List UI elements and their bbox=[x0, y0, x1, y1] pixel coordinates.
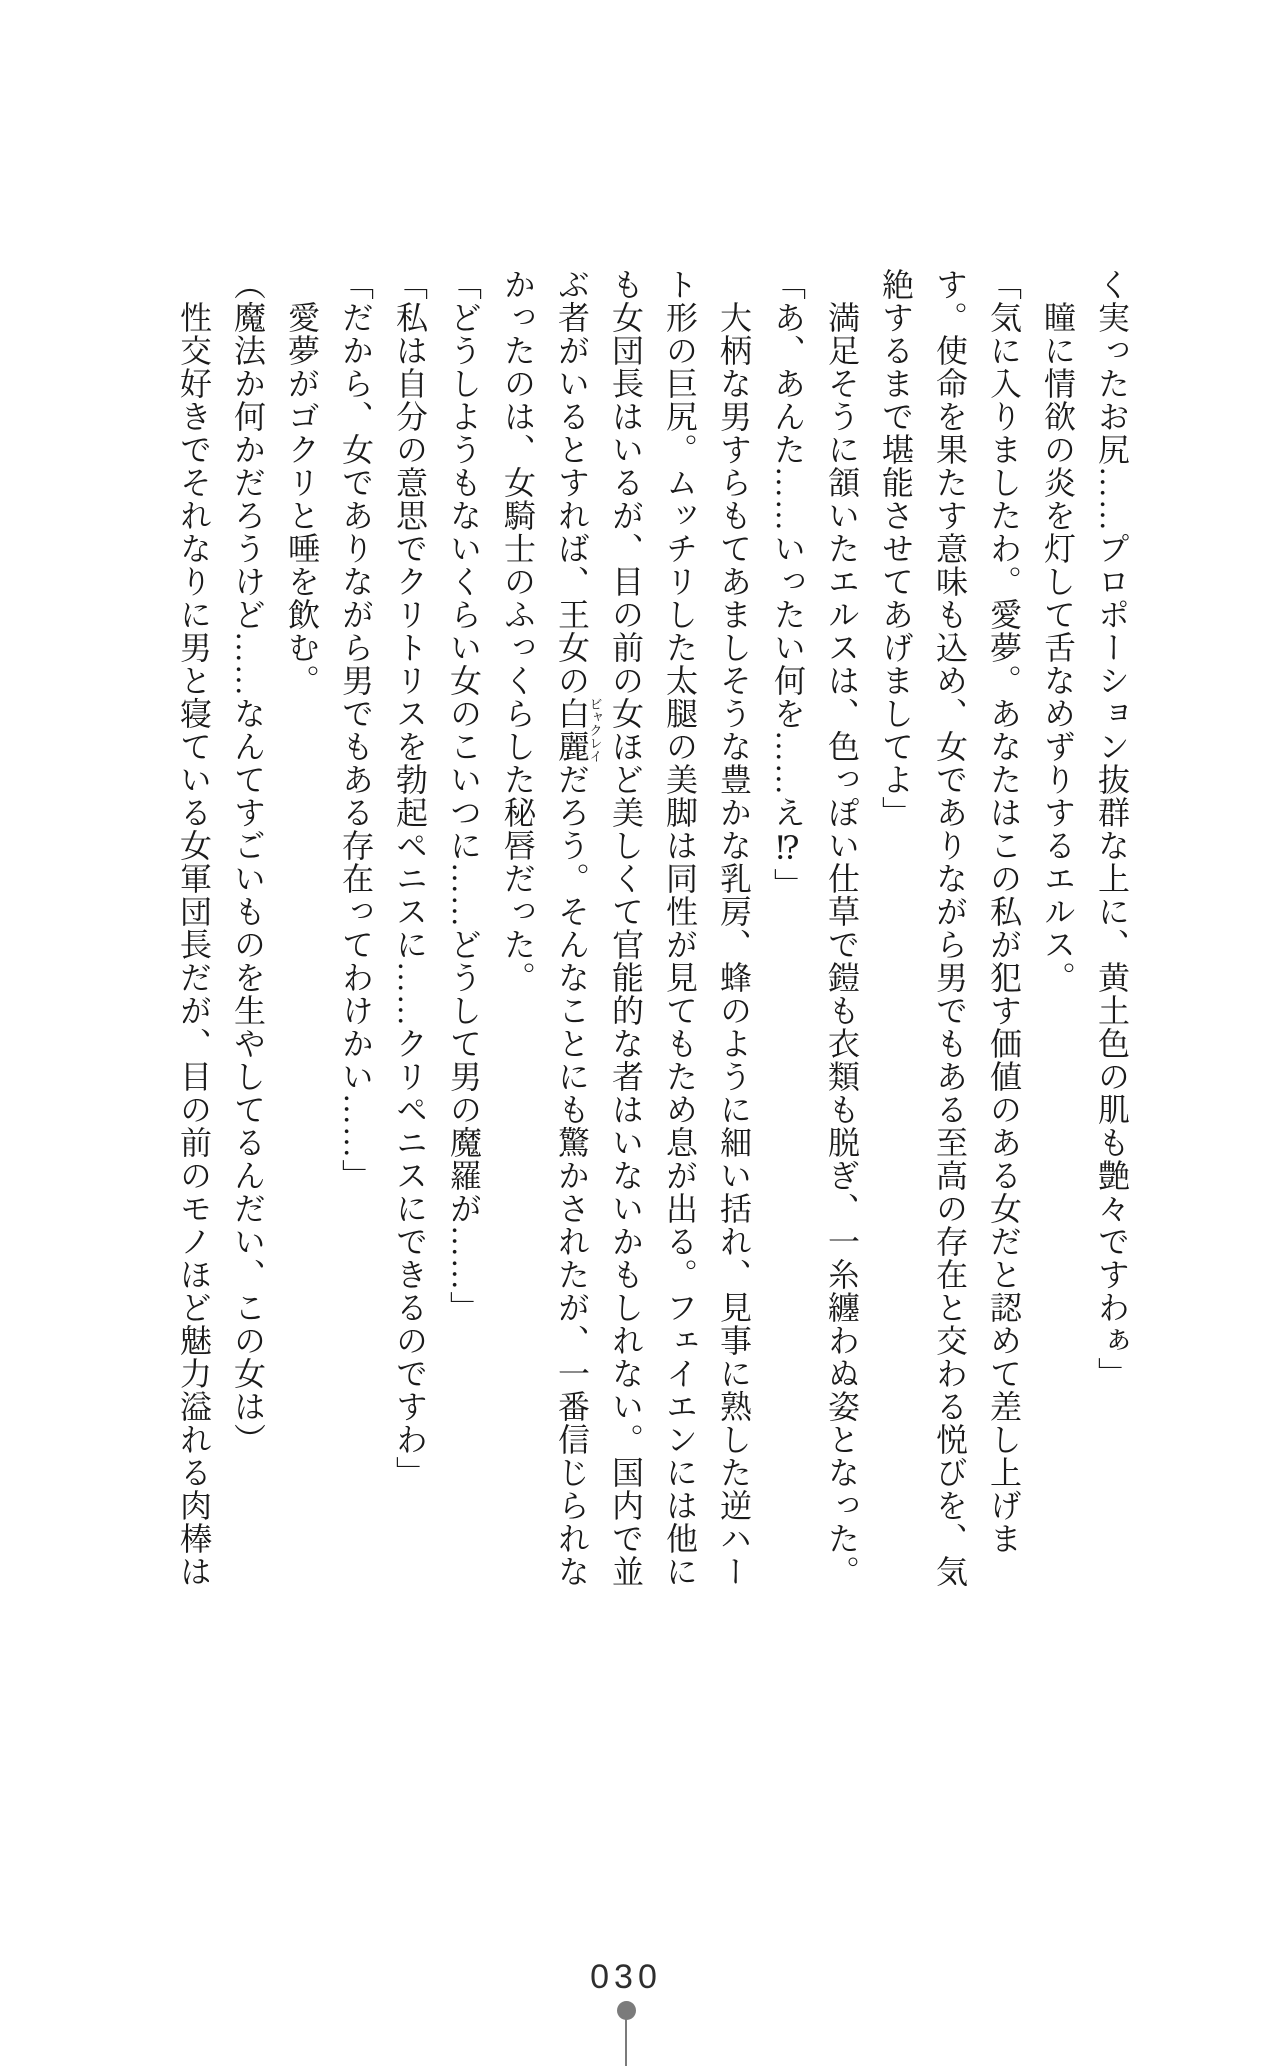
paragraph: 「どうしようもないくらい女のこいつに……どうして男の魔羅が……」 bbox=[446, 268, 482, 1324]
paragraph: く実ったお尻……プロポーション抜群な上に、黄土色の肌も艶々ですわぁ」 bbox=[1094, 268, 1130, 1390]
paragraph: 性交好きでそれなりに男と寝ている女軍団長だが、目の前のモノほど魅力溢れる肉棒は bbox=[176, 301, 212, 1588]
paragraph: 「私は自分の意思でクリトリスを勃起ペニスに……クリペニスにできるのですわ」 bbox=[392, 268, 428, 1489]
paragraph: 「だから、女でありながら男でもある存在ってわけかい……」 bbox=[338, 268, 374, 1192]
paragraph: 瞳に情欲の炎を灯して舌なめずりするエルス。 bbox=[1040, 301, 1076, 994]
footer-ornament-dot bbox=[617, 2001, 636, 2020]
novel-text-block bbox=[167, 268, 1139, 1590]
furigana: ビャクレイ bbox=[587, 697, 603, 763]
paragraph: 愛夢がゴクリと唾を飲む。 bbox=[284, 301, 320, 697]
paragraph: 「気に入りましたわ。愛夢。あなたはこの私が犯す価値のある女だと認めて差し上げます。使命を果たす意味も込め、女でありながら男でもある至高の存在と交わる悦びを、気絶するまで堪能させてあげましてよ」 bbox=[878, 268, 1022, 1588]
ruby-annotated-word: 白麗ビャクレイ bbox=[554, 697, 603, 763]
page-number: 030 bbox=[590, 1958, 662, 1996]
paragraph: 「あ、あんた……いったい何を……え⁉」 bbox=[770, 268, 806, 901]
paragraph: 大柄な男すらもてあましそうな豊かな乳房、蜂のように細い括れ、見事に熟した逆ハート形の巨尻。ムッチリした太腿の美脚は同性が見てもため息が出る。フェイエンには他にも女団長はいるが、目の前の女ほど美しくて官能的な者はいないかもしれない。国内で並ぶ者がいるとすれば、王女の白麗ビャクレイだろう。そんなことにも驚かされたが、一番信じられなかったのは、女騎士のふっくらした秘唇だった。 bbox=[500, 268, 752, 1588]
paragraph: 満足そうに頷いたエルスは、色っぽい仕草で鎧も衣類も脱ぎ、一糸纏わぬ姿となった。 bbox=[824, 301, 860, 1588]
paragraph: （魔法か何かだろうけど……なんてすごいものを生やしてるんだい、この女は） bbox=[230, 268, 266, 1456]
